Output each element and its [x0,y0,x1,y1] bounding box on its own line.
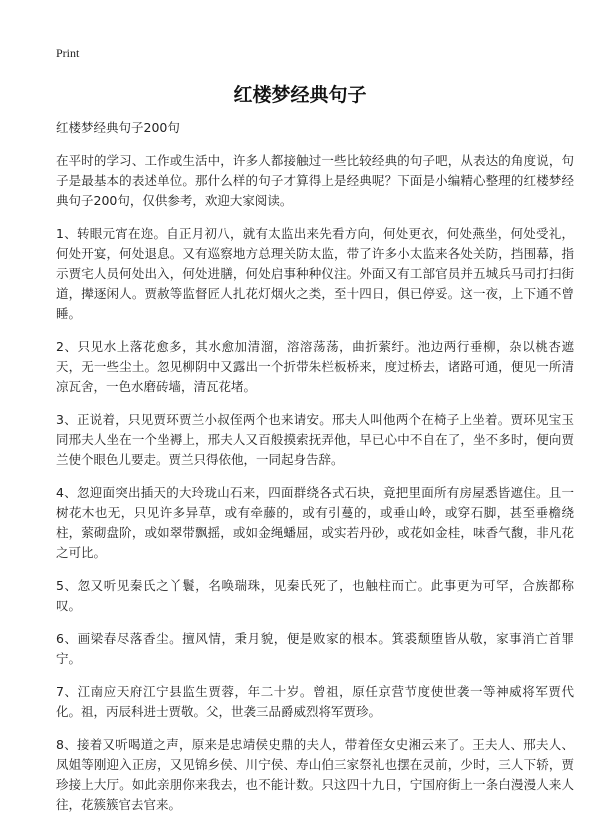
sentence-item-5: 5、忽又听见秦氏之丫鬟，名唤瑞珠，见秦氏死了，也触柱而亡。此事更为可罕，合族都称叹。 [56,578,574,613]
page-title: 红楼梦经典句子 [233,84,367,106]
article-body [56,118,574,828]
intro-paragraph: 在平时的学习、工作或生活中，许多人都接触过一些比较经典的句子吧，从表达的角度说，句子是最基本的表述单位。那什么样的句子才算得上是经典呢？下面是小编精心整理的红楼梦经典句子200句，仅供参考，欢迎大家阅读。 [56,153,574,208]
sentence-item-2: 2、只见水上落花愈多，其水愈加清溜，溶溶荡荡，曲折萦纡。池边两行垂柳，杂以桃杏遮天，无一些尘土。忽见柳阴中又露出一个折带朱栏板桥来，度过桥去，诸路可通，便见一所清凉瓦舍，一色水磨砖墙，清瓦花堵。 [56,339,574,394]
sentence-item-4: 4、忽迎面突出插天的大玲珑山石来，四面群绕各式石块，竟把里面所有房屋悉皆遮住。且一树花木也无，只见许多异草，或有牵藤的，或有引蔓的，或垂山岭，或穿石脚，甚至垂檐绕柱，萦砌盘阶，或如翠带飘摇，或如金绳蟠屈，或实若丹砂，或花如金桂，味香气馥，非凡花之可比。 [56,485,574,560]
sentence-item-3: 3、正说着，只见贾环贾兰小叔侄两个也来请安。邢夫人叫他两个在椅子上坐着。贾环见宝玉同邢夫人坐在一个坐褥上，邢夫人又百般摸索抚弄他，早已心中不自在了，坐不多时，便向贾兰使个眼色儿要走。贾兰只得依他，一同起身告辞。 [56,412,574,467]
sentence-item-6: 6、画梁春尽落香尘。擅风情，秉月貌，便是败家的根本。箕裘颓堕皆从敬，家事消亡首罪宁。 [56,631,574,666]
sentence-item-8: 8、接着又听喝道之声，原来是忠靖侯史鼎的夫人，带着侄女史湘云来了。王夫人、邢夫人、凤姐等刚迎入正房，又见锦乡侯、川宁侯、寿山伯三家祭礼也摆在灵前，少时，三人下轿，贾珍接上大厅。如此亲朋你来我去，也不能计数。只这四十九日，宁国府街上一条白漫漫人来人往，花簇簇官去官来。 [56,737,574,812]
article-subtitle: 红楼梦经典句子200句 [56,120,180,135]
sentence-item-7: 7、江南应天府江宁县监生贾蓉，年二十岁。曾祖，原任京营节度使世袭一等神威将军贾代化。祖，丙辰科进士贾敬。父，世袭三品爵威烈将军贾珍。 [56,684,574,719]
sentence-item-1: 1、转眼元宵在迩。自正月初八，就有太监出来先看方向，何处更衣，何处燕坐，何处受礼，何处开宴，何处退息。又有巡察地方总理关防太监，带了许多小太监来各处关防，挡围幕，指示贾宅人员何处出入，何处进膳，何处启事种种仪注。外面又有工部官员并五城兵马司打扫街道，撵逐闲人。贾赦等监督匠人扎花灯烟火之类，至十四日，俱已停妥。这一夜，上下通不曾睡。 [56,226,574,321]
print-link[interactable]: Print [56,46,80,60]
